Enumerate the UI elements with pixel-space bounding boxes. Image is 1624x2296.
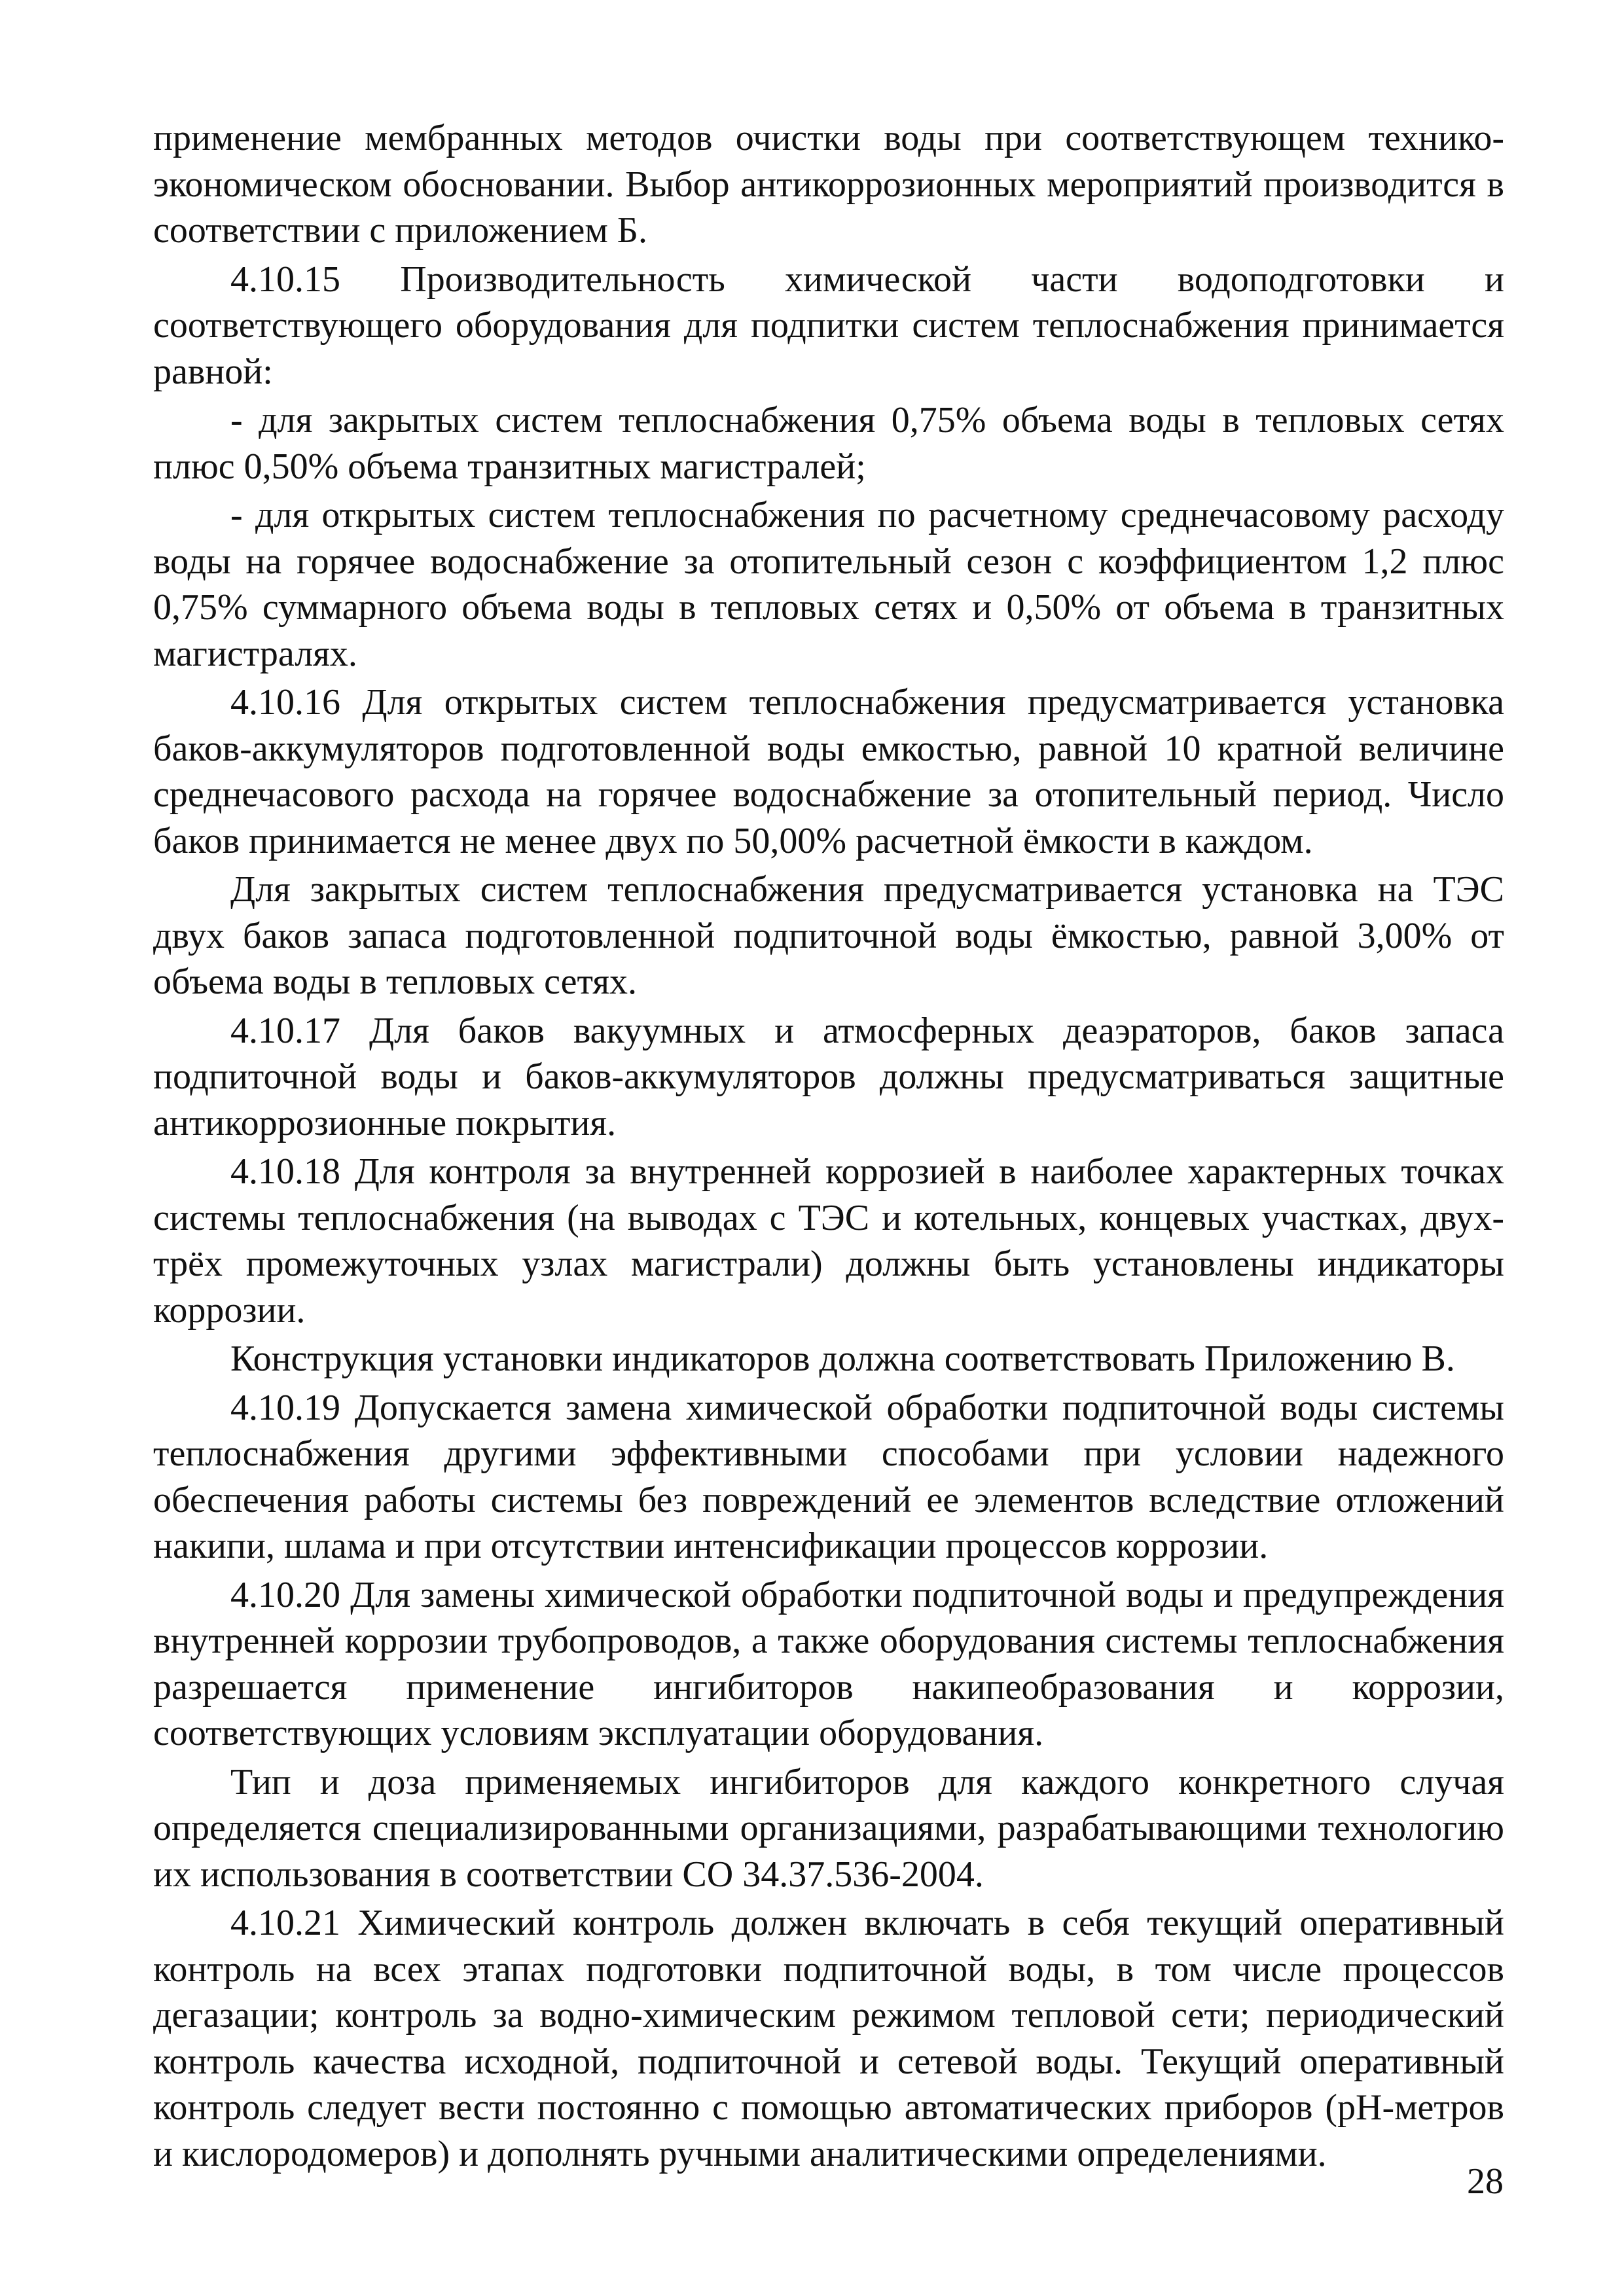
list-item-closed-systems: - для закрытых систем теплоснабжения 0,75% объема воды в тепловых сетях плюс 0,50% объема транзитных магистралей; [153, 400, 1504, 487]
body-text [153, 115, 1504, 2179]
paragraph-continuation: применение мембранных методов очистки воды при соответствующем технико-экономическом обосновании. Выбор антикоррозионных мероприятий производится в соответствии с приложением Б. [153, 118, 1504, 251]
paragraph-indicator-design: Конструкция установки индикаторов должна соответствовать Приложению В. [230, 1338, 1455, 1379]
paragraph-4-10-20: 4.10.20 Для замены химической обработки подпиточной воды и предупреждения внутренней коррозии трубопроводов, а также оборудования системы теплоснабжения разрешается применение ингибиторов накипеобразования и коррозии, соответствующих условиям эксплуатации оборудования. [153, 1574, 1504, 1753]
paragraph-4-10-18: 4.10.18 Для контроля за внутренней коррозией в наиболее характерных точках системы теплоснабжения (на выводах с ТЭС и котельных, концевых участках, двух-трёх промежуточных узлах магистрали) должны быть установлены индикаторы коррозии. [153, 1151, 1504, 1331]
paragraph-4-10-16: 4.10.16 Для открытых систем теплоснабжения предусматривается установка баков-аккумуляторов подготовленной воды емкостью, равной 10 кратной величине среднечасового расхода на горячее водоснабжение за отопительный период. Число баков принимается не менее двух по 50,00% расчетной ёмкости в каждом. [153, 682, 1504, 861]
paragraph-4-10-17: 4.10.17 Для баков вакуумных и атмосферных деаэраторов, баков запаса подпиточной воды и баков-аккумуляторов должны предусматриваться защитные антикоррозионные покрытия. [153, 1010, 1504, 1143]
paragraph-inhibitor-dose: Тип и доза применяемых ингибиторов для каждого конкретного случая определяется специализированными организациями, разрабатывающими технологию их использования в соответствии СО 34.37.536-2004. [153, 1761, 1504, 1895]
page-number: 28 [1467, 2161, 1504, 2202]
list-item-open-systems: - для открытых систем теплоснабжения по расчетному среднечасовому расходу воды на горячее водоснабжение за отопительный сезон с коэффициентом 1,2 плюс 0,75% суммарного объема воды в тепловых сетях и 0,50% от объема в транзитных магистралях. [153, 495, 1504, 674]
paragraph-4-10-21: 4.10.21 Химический контроль должен включать в себя текущий оперативный контроль на всех этапах подготовки подпиточной воды, в том числе процессов дегазации; контроль за водно-химическим режимом тепловой сети; периодический контроль качества исходной, подпиточной и сетевой воды. Текущий оперативный контроль следует вести постоянно с помощью автоматических приборов (pH-метров и кислородомеров) и дополнять ручными аналитическими определениями. [153, 1903, 1504, 2174]
paragraph-4-10-15: 4.10.15 Производительность химической части водоподготовки и соответствующего оборудования для подпитки систем теплоснабжения принимается равной: [153, 259, 1504, 392]
paragraph-closed-systems-tanks: Для закрытых систем теплоснабжения предусматривается установка на ТЭС двух баков запаса подготовленной подпиточной воды ёмкостью, равной 3,00% от объема воды в тепловых сетях. [153, 869, 1504, 1002]
paragraph-4-10-19: 4.10.19 Допускается замена химической обработки подпиточной воды системы теплоснабжения другими эффективными способами при условии надежного обеспечения работы системы без повреждений ее элементов вследствие отложений накипи, шлама и при отсутствии интенсификации процессов коррозии. [153, 1387, 1504, 1566]
